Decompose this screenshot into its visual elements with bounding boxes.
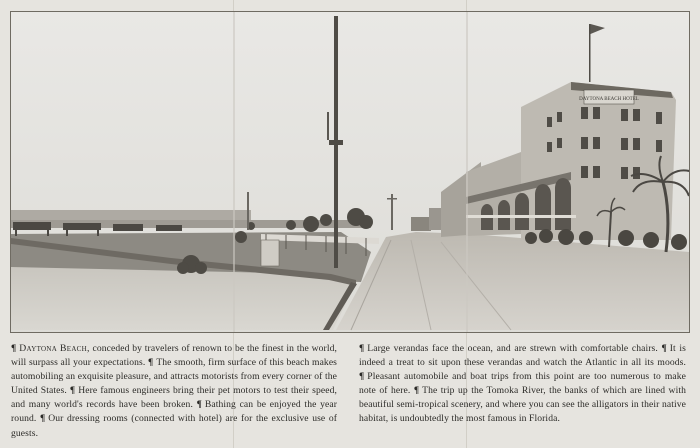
caption-block: [11, 342, 687, 442]
pilcrow-mark: ¶: [196, 399, 202, 411]
beach-photograph: [10, 11, 690, 333]
caption-paragraph: [359, 343, 658, 354]
pilcrow-mark: ¶: [11, 343, 17, 354]
caption-text: Large verandas face the ocean, and are strewn with comfortable chairs.: [367, 343, 658, 354]
place-name: Daytona Beach,: [19, 343, 90, 354]
caption-text: Pleasant automobile and boat trips from this point are too numerous to make note of here.: [359, 371, 686, 397]
caption-column-right: [359, 342, 686, 427]
caption-text: Here famous engineers bring their pet motors to test their speed, and many world's records have been broken.: [11, 385, 337, 411]
caption-text: It is indeed a treat to sit upon these verandas and watch the Atlantic in all its moods.: [359, 343, 687, 369]
caption-paragraph: [11, 413, 337, 438]
pilcrow-mark: ¶: [413, 385, 420, 397]
hotel-sign-text: DAYTONA BEACH HOTEL: [579, 97, 639, 102]
pilcrow-mark: ¶: [661, 343, 667, 354]
caption-text: Our dressing rooms (connected with hotel) are for the exclusive use of guests.: [11, 413, 338, 439]
pilcrow-mark: ¶: [359, 343, 365, 354]
caption-text: conceded by travelers of renown to be the finest in the world, will surpass all your expectations.: [11, 343, 337, 369]
pilcrow-mark: ¶: [69, 385, 76, 397]
pilcrow-mark: ¶: [39, 413, 46, 425]
caption-column-left: [11, 342, 337, 441]
pilcrow-mark: ¶: [148, 357, 154, 369]
pilcrow-mark: ¶: [359, 371, 365, 383]
caption-text: The trip up the Tomoka River, the banks of which are lined with beautiful semi-tropical scenery, and where you can see the alligators in their native habitat, is undoubtedly the most famous in Florida.: [359, 385, 687, 425]
caption-text: The smooth, firm surface of this beach makes automobiling an exquisite pleasure, and attracts motorists from every corner of the United States.: [11, 357, 338, 397]
caption-text: Bathing can be enjoyed the year round.: [11, 399, 337, 425]
beach-hotel-photo: [11, 12, 689, 332]
